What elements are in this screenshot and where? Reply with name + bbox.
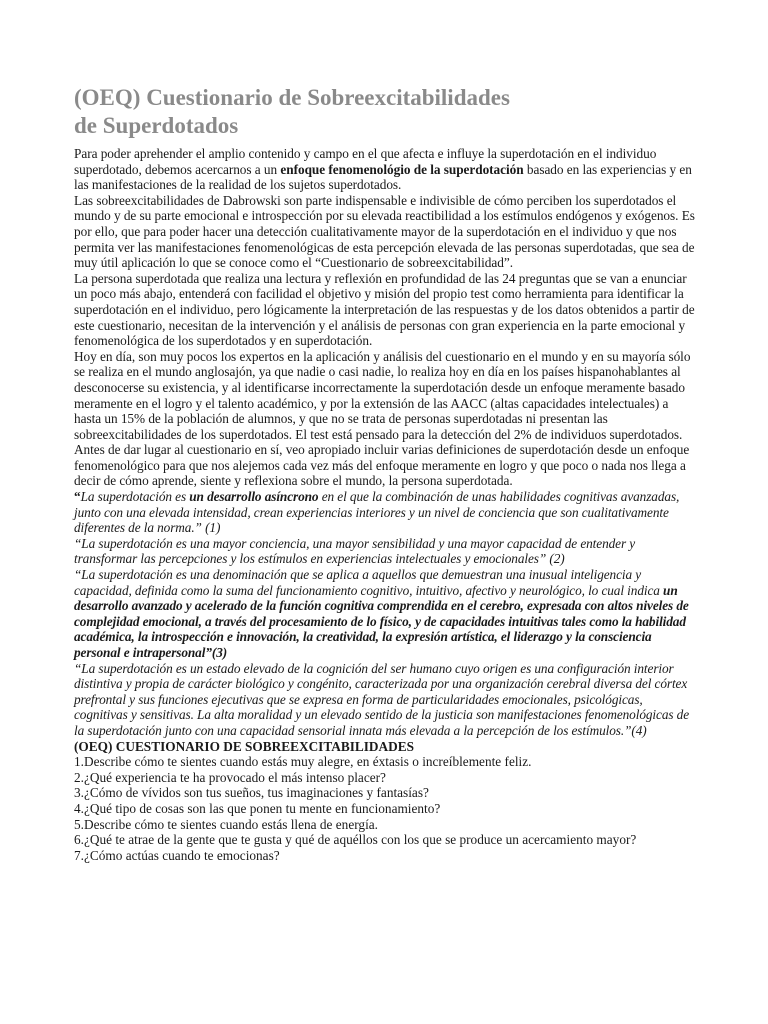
quote-1-text-c: en el que la combinación de unas habilidades cognitivas avanzadas, junto con una elevada intensidad, crean experiencias interiores y un nivel de conciencia que son cualitativamente diferentes de la norma.” (1): [74, 489, 680, 536]
intro-text-bold: enfoque fenomenológio de la superdotación: [280, 161, 524, 177]
definitions-intro-paragraph: Antes de dar lugar al cuestionario en sí, veo apropiado incluir varias definiciones de superdotación desde un enfoque fenomenológico para que nos alejemos cada vez más del enfoque meramente en logro y que poco o nada nos llega a decir de cómo aprende, siente y reflexiona sobre el mundo, la persona superdotada.: [74, 442, 690, 489]
definition-quote-4: “La superdotación es un estado elevado de la cognición del ser humano cuyo origen es una configuración interior distintiva y propia de carácter biológico y congénito, caracterizada por una organización cerebral diversa del córtex prefrontal y sus funciones ejecutivas que se expresa en forma de particularidades emocionales, psicológicas, cognitivas y sensitivas. La alta moralidad y un elevado sentido de la justicia son manifestaciones fenomenológicas de la superdotación junto con una capacidad sensorial innata más elevada a la percepción de los estímulos.”(4): [74, 660, 690, 738]
question-item-6: 6.¿Qué te atrae de la gente que te gusta y qué de aquéllos con los que se produce un acercamiento mayor?: [74, 832, 637, 848]
question-item-1: 1.Describe cómo te sientes cuando estás muy alegre, en éxtasis o increíblemente feliz.: [74, 754, 532, 770]
question-item-5: 5.Describe cómo te sientes cuando estás llena de energía.: [74, 816, 378, 832]
quote-1-open-mark: “: [74, 489, 81, 505]
definition-quote-1: [74, 489, 698, 536]
intro-paragraph: [74, 146, 698, 193]
page-title-line-1: (OEQ) Cuestionario de Sobreexcitabilidades: [74, 85, 510, 110]
question-item-2: 2.¿Qué experiencia te ha provocado el más intenso placer?: [74, 769, 386, 785]
questionnaire-heading: (OEQ) CUESTIONARIO DE SOBREEXCITABILIDADES: [74, 738, 415, 754]
intro-text-c: basado en las experiencias y en las manifestaciones de la realidad de los sujetos superdotados.: [74, 161, 692, 193]
quote-3-text-bold: un desarrollo avanzado y acelerado de la función cognitiva comprendida en el cerebro, expresada con altos niveles de complejidad emocional, a través del procesamiento de lo físico, y de capacidades intuitivas tales como la habilidad académica, la introspección e innovación, la creatividad, la expresión artística, el liderazgo y la consciencia personal e intrapersonal”(3): [74, 582, 689, 660]
question-item-3: 3.¿Cómo de vívidos son tus sueños, tus imaginaciones y fantasías?: [74, 785, 429, 801]
definition-quote-2: “La superdotación es una mayor conciencia, una mayor sensibilidad y una mayor capacidad de entender y transformar las percepciones y los estímulos en experiencias intelectuales y emocionales” (2): [74, 535, 636, 567]
quote-3-text-a: “La superdotación es una denominación que se aplica a aquellos que demuestran una inusual inteligencia y capacidad, definida como la suma del funcionamiento cognitivo, intuitivo, afectivo y neurológico, lo cual indica: [74, 567, 664, 598]
experts-paragraph: Hoy en día, son muy pocos los expertos en la aplicación y análisis del cuestionario en el mundo y en su mayoría sólo se realiza en el mundo anglosajón, ya que nadie o casi nadie, lo realiza hoy en día en los países hispanohablantes al desconocerse su existencia, y al identificarse incorrectamente la superdotación desde un enfoque meramente basado meramente en el logro y el talento académico, y por la extensión de las AACC (altas capacidades intelectuales) a hasta un 15% de la población de alumnos, y que no se trata de personas superdotadas ni presentan las sobreexcitabilidades de los superdotados. El test está pensado para la detección del 2% de individuos superdotados.: [74, 348, 691, 442]
intro-text-a: Para poder aprehender el amplio contenido y campo en el que afecta e influye la superdotación en el individuo superdotado, debemos acercarnos a un: [74, 146, 657, 177]
definition-quote-3: [74, 567, 698, 661]
page-title: [74, 84, 698, 140]
question-item-4: 4.¿Qué tipo de cosas son las que ponen tu mente en funcionamiento?: [74, 800, 441, 816]
question-item-7: 7.¿Cómo actúas cuando te emocionas?: [74, 847, 280, 863]
quote-1-text-a: La superdotación es: [80, 489, 190, 505]
quote-1-text-bold: un desarrollo asíncrono: [189, 489, 319, 505]
page-title-line-2: de Superdotados: [74, 113, 239, 138]
dabrowski-paragraph: Las sobreexcitabilidades de Dabrowski son parte indispensable e indivisible de cómo perciben los superdotados el mundo y de su parte emocional e introspección por su elevada reactibilidad a los estímulos endógenos y exógenos. Es por ello, que para poder hacer una detección cualitativamente mayor de la superdotación en el individuo y que nos permita ver las manifestaciones fenomenológicas de esta percepción elevada de las personas superdotadas, que sea de muy útil aplicación lo que se conoce como el “Cuestionario de sobreexcitabilidad”.: [74, 192, 695, 271]
question-list: [74, 754, 698, 863]
reader-paragraph: La persona superdotada que realiza una lectura y reflexión en profundidad de las 24 preguntas que se van a enunciar un poco más abajo, entenderá con facilidad el objetivo y misión del propio test como herramienta para identificar la superdotación en el individuo, pero lógicamente la interpretación de las respuestas y de los datos obtenidos a partir de este cuestionario, necesitan de la intervención y el análisis de personas con gran experiencia en la parte emocional y fenomenológica de los superdotados y en superdotación.: [74, 270, 695, 349]
